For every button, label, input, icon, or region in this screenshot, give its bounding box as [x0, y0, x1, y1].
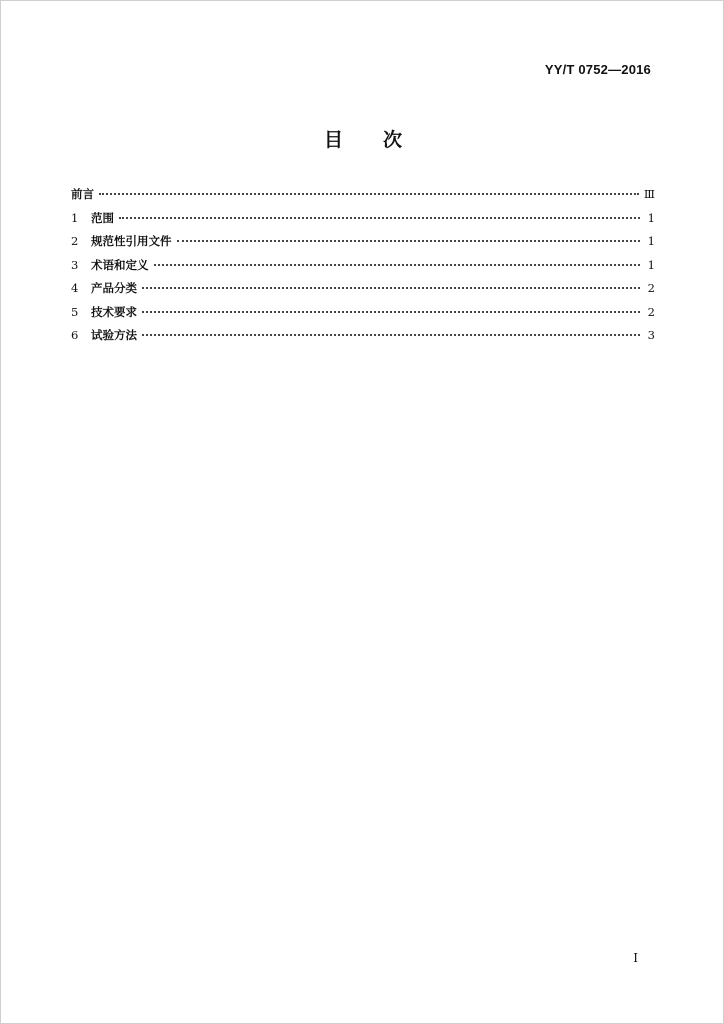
toc-leader-dots: [119, 217, 640, 219]
toc-entry-label: 产品分类: [91, 281, 137, 295]
toc-entry-page: 1: [647, 234, 655, 248]
toc-leader-dots: [142, 311, 640, 313]
page-number: I: [633, 951, 638, 965]
toc-entry-label: 技术要求: [91, 304, 137, 319]
toc-entry-number: 2: [71, 234, 79, 248]
page-title: [1, 125, 724, 152]
toc-leader-dots: [142, 334, 640, 336]
toc-entry-technical-requirements[interactable]: [71, 304, 655, 328]
toc-leader-dots: [99, 193, 639, 195]
toc-entry-number: 1: [71, 210, 79, 225]
toc-entry-number: 3: [71, 257, 79, 272]
title-char-1: 目: [323, 129, 343, 151]
toc-entry-page: 2: [647, 281, 655, 295]
toc-entry-number: 5: [71, 304, 79, 319]
toc-entry-label: 规范性引用文件: [91, 234, 172, 248]
toc-entry-label: 术语和定义: [91, 257, 149, 272]
toc-entry-product-classification[interactable]: [71, 280, 655, 304]
toc-leader-dots: [177, 240, 641, 242]
toc-entry-label: 试验方法: [91, 328, 137, 342]
toc-entry-page: 1: [647, 257, 655, 272]
toc-entry-label: 范围: [91, 210, 114, 225]
toc-entry-page: 2: [647, 304, 655, 319]
toc-entry-page: 1: [647, 210, 655, 225]
toc-entry-number: 6: [71, 328, 79, 342]
title-char-2: 次: [383, 129, 403, 151]
toc-entry-scope[interactable]: [71, 210, 655, 234]
toc-entry-terms-definitions[interactable]: [71, 257, 655, 281]
toc-leader-dots: [142, 287, 640, 289]
toc-entry-test-methods[interactable]: [71, 327, 655, 351]
standard-code: YY/T 0752—2016: [544, 62, 651, 77]
table-of-contents: [71, 186, 655, 351]
toc-entry-page: Ⅲ: [643, 187, 655, 201]
toc-entry-number: 4: [71, 281, 79, 295]
toc-entry-label: 前言: [71, 187, 94, 201]
toc-entry-page: 3: [647, 328, 655, 342]
toc-entry-foreword[interactable]: [71, 186, 655, 210]
toc-entry-normative-references[interactable]: [71, 233, 655, 257]
toc-leader-dots: [154, 264, 641, 266]
